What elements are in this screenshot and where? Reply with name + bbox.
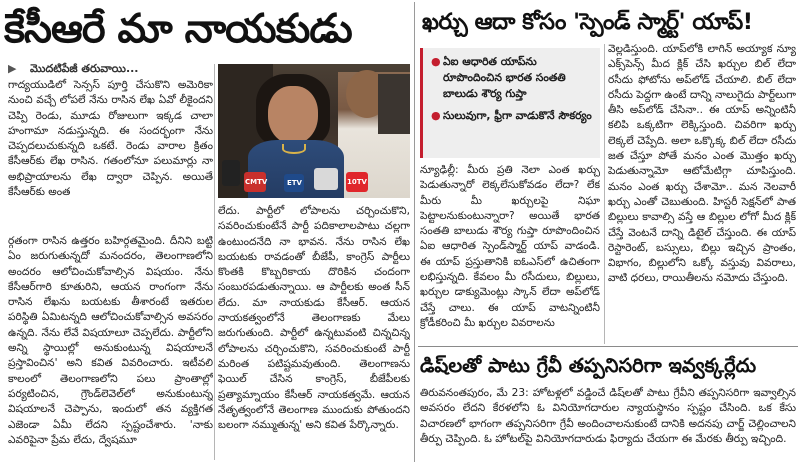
- right-section-divider: [418, 346, 798, 347]
- highlight-box: [420, 48, 600, 158]
- photo-mic-5: [222, 160, 240, 186]
- right-column-divider: [604, 44, 605, 344]
- photo-mic-label-3: 10TV: [347, 178, 367, 186]
- photo-speaker-necklace: [282, 144, 306, 154]
- highlight-item: [431, 108, 594, 124]
- highlight-text: ఏఐ ఆధారిత యాప్‌ను రూపొందించిన భారత సంతతి బాలుడు శౌర్య గుప్తా: [443, 55, 566, 100]
- bottom-article-headline: డిష్‌లతో పాటు గ్రేవీ తప్పనిసరిగా ఇవ్వక్కర్లేదు: [420, 354, 757, 377]
- kicker-text: మొదటిపేజీ తరువాయి...: [30, 62, 139, 75]
- left-article-headline: కేసీఆరే మా నాయకుడు: [4, 6, 352, 52]
- highlight-text: సులువుగా, ఫ్రీగా వాడుకొనే సౌకర్యం: [443, 109, 592, 122]
- photo-speaker-face: [268, 86, 318, 144]
- highlight-item: [431, 54, 594, 102]
- news-photo: [218, 64, 410, 198]
- main-divider: [414, 2, 415, 462]
- photo-mic-label-1: CMTV: [245, 178, 268, 186]
- photo-mic-3: [314, 168, 338, 190]
- photo-mic-label-2: ETV: [287, 179, 302, 187]
- right-article-headline: ఖర్చు ఆదా కోసం 'స్పెండ్ స్మార్ట్' యాప్!: [422, 9, 753, 35]
- bullet-icon: ●: [431, 109, 441, 122]
- right-article-column-2: వెల్లడిస్తుంది. యాప్‌లోకి లాగిన్ అయ్యాక న్యూ ఎక్స్‌పెన్స్ మీద క్లిక్ చేసి ఖర్చుల బిల్ లేదా రసీదు ఫోటోను అప్‌లోడ్ చేయాలి. బిల్ లేదా రసీదు పెద్దగా ఉంటే దాన్ని నాలుగైదు పార్ట్‌లుగా తీసి అప్‌లోడ్ చేసినా.. ఈ యాప్ అన్నింటినీ కలిపి ఒక్కటిగా లెక్కిస్తుంది. చివరిగా ఖర్చు లెక్కలే చెప్పేది. అలా ఒక్కొక్క బిల్ లేదా రసీదు జత చేస్తూ పోతే మనం ఎంత మొత్తం ఖర్చు పెడుతున్నామో ఆటోమేటిగ్గా చూపిస్తుంది. మనం ఎంత ఖర్చు చేశామో.. మన నెలవారీ ఖర్చు ఎంతో చెబుతుంది. హిస్టరీ సెక్షన్‌లో పాత బిల్లులు కావాల్సి వస్తే ఆ బిల్లుల లోగో మీద క్లిక్ చేస్తే వెంటనే దాన్ని డిటైల్ చేస్తుంది. ఈ యాప్ రెస్టారెంట్, బస్సులు, బిల్లు ఇచ్చిన ప్రాంతం, విభాగం, బిల్లులోని ఒక్కో వస్తువు వివరాలు, వాటి ధరలు, రాయితీలను నమోదు చేస్తుంది.: [608, 43, 796, 285]
- photo-man-far-right: [378, 74, 410, 134]
- left-article-column-2: లేదు. పార్టీలో లోపాలను చర్చించుకొని, సవరించుకుంటేనే పార్టీ పదికాలాలపాటు చల్లగా ఉంటుందనేది నా భావన. నేను రాసిన లేఖ బయటకు రావడంతో బీజేపీ, కాంగ్రెస్ పార్టీలు కొంతకి కొబ్బరికాయ దొరికిన చందంగా సంబురపడుతున్నాయి. ఆ పార్టీలకు అంత సీన్ లేదు. మా నాయకుడు కేసీఆర్. ఆయన నాయకత్వంలోనే తెలంగాణకు మేలు జరుగుతుంది. పార్టీలో ఉన్నటువంటి చిన్నచిన్న లోపాలను చర్చించుకొని, సవరించుకుంటే పార్టీ మరింత పటిష్టమవుతుంది. తెలంగాణను ఫెయిల్ చేసిన కాంగ్రెస్, బీజేపీలకు ప్రత్యామ్నాయం కేసీఆర్ నాయకత్వమే. ఆయన నేతృత్వంలోనే తెలంగాణ ముందుకు పోతుందని బలంగా నమ్ముతున్న' అని కవిత పేర్కొన్నారు.: [218, 205, 410, 432]
- left-column-divider: [214, 64, 215, 460]
- right-article-column-1: న్యూఢిల్లీ: మీరు ప్రతి నెలా ఎంత ఖర్చు పెడుతున్నారో లెక్కలేసుకోవడం లేదా? లేక మీరు మీ ఖర్చులపై నిఘా పెట్టాలనుకుంటున్నారా? అయితే భారత సంతతి బాలుడు శౌర్య గుప్తా రూపొందించిన ఏఐ ఆధారిత స్పెండ్‌స్మార్ట్ యాప్ వాడండి. ఈ యాప్ ప్రస్తుతానికి ఐఓఎస్‌లో ఉచితంగా లభిస్తున్నది. కేవలం మీ రసీదులు, బిల్లులు, ఖర్చుల డాక్యుమెంట్లు స్కాన్ లేదా అప్‌లోడ్ చేస్తే చాలు. ఈ యాప్ వాటన్నింటినీ క్రోడీకరించి మీ ఖర్చుల వివరాలను: [420, 164, 600, 329]
- bullet-icon: ●: [431, 55, 441, 68]
- bottom-article-text: తిరువనంతపురం, మే 23: హోటళ్లలో వడ్డించే డిష్‌లతో పాటు గ్రేవీని తప్పనిసరిగా ఇవ్వాల్సిన అవసరం లేదని కేరళలోని ఓ వినియోగదారుల న్యాయస్థానం స్పష్టం చేసింది. ఒక కేసు విచారణలో భాగంగా తప్పనిసరిగా గ్రేవీ అందించాలనుకుంటే దానికి అదనపు చార్జ్ చెల్లించాలని తీర్పు చెప్పింది. ఓ హోటల్‌పై వినియోగదారుడు ఫిర్యాదు చేయగా ఈ మేరకు తీర్పు ఇచ్చింది.: [420, 387, 796, 445]
- kicker-arrow-icon: ▶: [8, 63, 17, 75]
- left-article-column-1: ర్గతంగా రాసిన ఉత్తరం బహిర్గతమైంది. దీనిని బట్టి ఏం జరుగుతున్నదో మనందరం, తెలంగాణలోని అందరం ఆలోచించుకోవాల్సిన విషయం. నేను కేసీఆర్‌గారి కూతురిని, ఆయన రాంగంగా నేను రాసిన లేఖను బయటకు తీశారంటే ఇతరుల పరిస్థితి ఏమిటన్నది ఆలోచించుకోవాల్సిన అవసరం ఉన్నది. నేను లేవే విషయాలూ చెప్పలేదు. పార్టీలోని అన్ని స్థాయిల్లో అనుకుంటున్న విషయాలనే ప్రస్తావించిన' అని కవిత వివరించారు. ఇటీవలి కాలంలో తెలంగాణలోని పలు ప్రాంతాల్లో పర్యటించిన, గ్రౌండ్‌లెవెల్‌లో అనుకుంటున్న విషయాలనే చెప్పాను, ఇందులో తన వ్యక్తిగత ఎజెండా ఏమీ లేదని స్పష్టంచేశారు. 'నాకు ఎవరిపైనా ప్రేమ లేదు, ద్వేషమూ: [8, 235, 213, 446]
- left-article-lead-text: గాద్యయుడిలో సెన్సస్ పూర్తి చేసుకొని అమెరికా నుంచి వచ్చే లోపలే నేను రాసిన లేఖ ఏవో లీకైందని చెప్పి రెండు, మూడు రోజులుగా ఇక్కడ చాలా హంగామా నడుస్తున్నది. ఈ సందర్భంగా నేను చెప్పదలుచుకున్నది ఒకటే. రెండు వారాల క్రితం కేసీఆర్‌కు లేఖ రాసిన. గతంలోనూ పలుమార్లు నా అభిప్రాయాలను లేఖ ద్వారా చెప్పిన. అయితే కేసీఆర్‌కు అంత: [8, 79, 213, 199]
